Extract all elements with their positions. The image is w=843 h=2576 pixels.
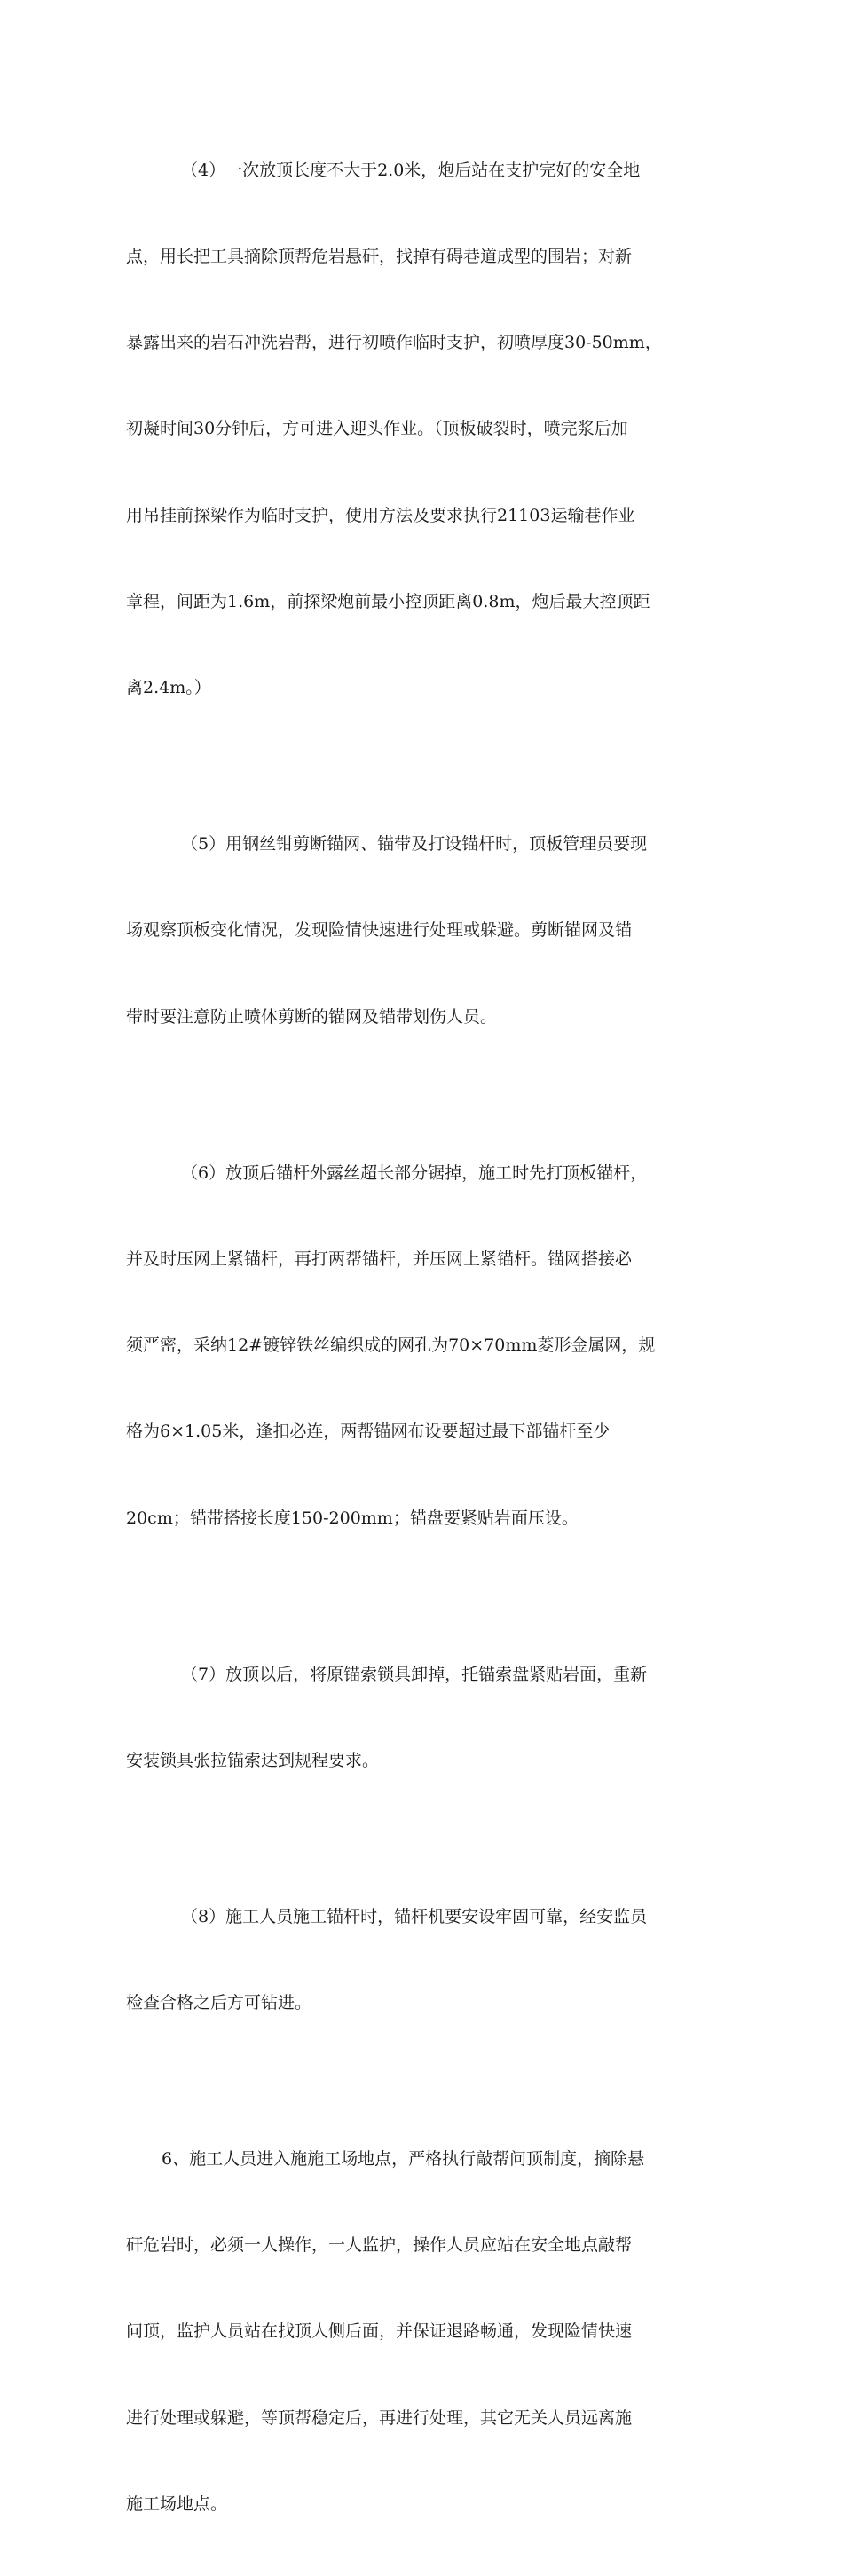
paragraph-spacer — [126, 1590, 715, 1603]
paragraph-spacer — [126, 2075, 715, 2087]
text-line: 暴露出来的岩石冲洗岩帮，进行初喷作临时支护，初喷厚度30-50mm， — [126, 333, 662, 353]
paragraph-6 — [126, 1101, 715, 1590]
paragraph-8 — [126, 1845, 715, 2075]
text-line: 离2.4m。） — [126, 678, 211, 698]
text-line: 检查合格之后方可钻进。 — [126, 1993, 312, 2013]
text-line: 6、施工人员进入施施工场地点，严格执行敲帮问顶制度，摘除悬 — [162, 2149, 645, 2170]
text-line: 并及时压网上紧锚杆，再打两帮锚杆，并压网上紧锚杆。锚网搭接必 — [126, 1249, 633, 1269]
text-line: 施工场地点。 — [126, 2493, 228, 2514]
text-line: 问顶，监护人员站在找顶人侧后面，并保证退路畅通，发现险情快速 — [126, 2321, 633, 2342]
text-line: 进行处理或躲避，等顶帮稳定后，再进行处理，其它无关人员远离施 — [126, 2407, 633, 2428]
text-line: 章程，间距为1.6m，前探梁炮前最小控顶距离0.8m，炮后最大控顶距 — [126, 591, 650, 611]
text-line: 格为6×1.05米，逢扣必连，两帮锚网布设要超过最下部锚杆至少 — [126, 1422, 611, 1442]
text-line: 带时要注意防止喷体剪断的锚网及锚带划伤人员。 — [126, 1006, 498, 1027]
paragraph-spacer — [126, 760, 715, 772]
text-line: 点，用长把工具摘除顶帮危岩悬矸，找掉有碍巷道成型的围岩；对新 — [126, 247, 633, 267]
text-line: 矸危岩时，必须一人操作，一人监护，操作人员应站在安全地点敲帮 — [126, 2235, 633, 2256]
document-page — [126, 98, 715, 2576]
text-line: 20cm；锚带搭接长度150-200mm；锚盘要紧贴岩面压设。 — [126, 1508, 579, 1528]
paragraph-5 — [126, 772, 715, 1088]
text-line: （8）施工人员施工锚杆时，锚杆机要安设牢固可靠，经安监员 — [181, 1906, 648, 1926]
text-line: 场观察顶板变化情况，发现险情快速进行处理或躲避。剪断锚网及锚 — [126, 920, 633, 941]
text-line: （5）用钢丝钳剪断锚网、锚带及打设锚杆时，顶板管理员要现 — [181, 834, 648, 855]
text-line: 用吊挂前探梁作为临时支护，使用方法及要求执行21103运输巷作业 — [126, 505, 635, 525]
text-line: （4）一次放顶长度不大于2.0米，炮后站在支护完好的安全地 — [181, 160, 641, 180]
paragraph-spacer — [126, 1089, 715, 1101]
text-line: （7）放顶以后，将原锚索锁具卸掉，托锚索盘紧贴岩面，重新 — [181, 1664, 648, 1684]
text-line: 安装锁具张拉锚索达到规程要求。 — [126, 1750, 380, 1770]
text-line: （6）放顶后锚杆外露丝超长部分锯掉，施工时先打顶板锚杆， — [181, 1162, 648, 1183]
paragraph-spacer — [126, 1832, 715, 1845]
paragraph-6-section — [126, 2087, 715, 2576]
text-line: 须严密，采纳12#镀锌铁丝编织成的网孔为70×70mm菱形金属网，规 — [126, 1335, 656, 1356]
text-line: 初凝时间30分钟后，方可进入迎头作业。（顶板破裂时，喷完浆后加 — [126, 419, 628, 439]
paragraph-4 — [126, 98, 715, 760]
paragraph-7 — [126, 1603, 715, 1832]
